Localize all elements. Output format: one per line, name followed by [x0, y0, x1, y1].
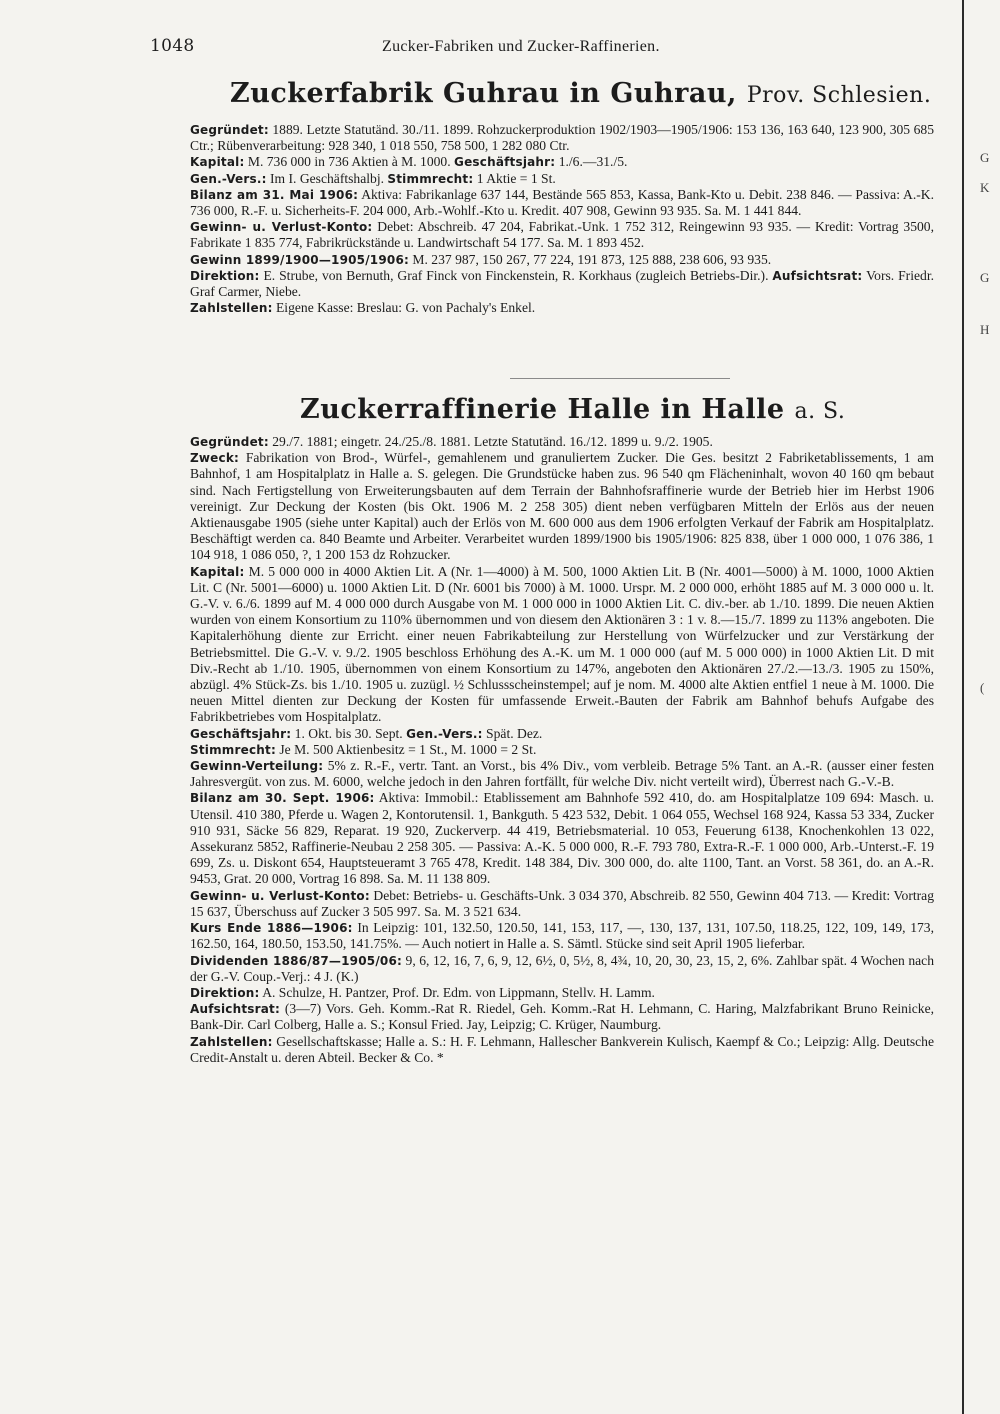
field-text: Debet: Betriebs- u. Geschäfts-Unk. 3 034 370, Abschreib. 82 550, Gewinn 404 713. — Kredit: Vortrag 15 637, Überschuss auf Zucker 3 505 997. Sa. M. 3 521 634. — [190, 887, 934, 919]
paragraph — [156, 450, 934, 563]
paragraph — [156, 920, 934, 952]
field-label: Direktion: — [190, 268, 260, 283]
field-text: 1889. Letzte Statutänd. 30./11. 1899. Rohzuckerproduktion 1902/1903—1905/1906: 153 136, 163 640, 123 900, 305 685 Ctr.; Rübenverarbeitung: 928 340, 1 018 550, 758 500, 1 282 080 Ctr. — [190, 122, 934, 154]
field-text: M. 736 000 in 736 Aktien à M. 1000. — [244, 154, 455, 170]
section-divider — [510, 378, 730, 379]
page-number: 1048 — [150, 36, 195, 56]
field-label: Kapital: — [190, 564, 245, 579]
paragraph — [156, 219, 934, 251]
field-text: E. Strube, von Bernuth, Graf Finck von Finckenstein, R. Korkhaus (zugleich Betriebs-Dir.). — [259, 267, 773, 283]
paragraph — [156, 434, 934, 450]
entry1-title — [230, 78, 931, 109]
field-label: Bilanz am 30. Sept. 1906: — [190, 791, 375, 806]
field-text: M. 237 987, 150 267, 77 224, 191 873, 125 888, 238 606, 93 935. — [409, 251, 772, 267]
paragraph — [156, 268, 934, 300]
paragraph — [156, 758, 934, 790]
field-text: In Leipzig: 101, 132.50, 120.50, 141, 153, 117, —, 130, 137, 131, 107.50, 118.25, 122, 109, 149, 173, 162.50, 164, 180.50, 153.50, 141.75%. — Auch notiert in Halle a. S. Sämtl. Stücke sind seit April 1905 lieferbar. — [190, 920, 934, 952]
field-label: Aufsichtsrat: — [772, 268, 863, 283]
field-label: Gen.-Vers.: — [406, 726, 483, 741]
field-text: 1./6.—31./5. — [555, 154, 628, 170]
field-label: Aufsichtsrat: — [190, 1002, 280, 1017]
field-text: Aktiva: Fabrikanlage 637 144, Bestände 565 853, Kassa, Bank-Kto u. Debit. 238 846. — Passiva: A.-K. 736 000, R.-F. u. Sicherheits-F. 204 000, Arb.-Wohlf.-Kto u. Kredit. 407 908, Gewinn 93 935. Sa. M. 1 441 844. — [190, 186, 934, 219]
field-label: Zahlstellen: — [190, 301, 273, 316]
field-label: Kurs Ende 1886—1906: — [190, 921, 353, 936]
field-text: M. 5 000 000 in 4000 Aktien Lit. A (Nr. 1—4000) à M. 500, 1000 Aktien Lit. B (Nr. 4001—5000) à M. 1000, 1000 Aktien Lit. C (Nr. 5001—6000) u. 1000 Aktien Lit. D (Nr. 6001 bis 7000) à M. 1000. Urspr. M. 2 000 000, erhöht 1885 auf M. 3 000 000 u. lt. G.-V. v. 6./6. 1899 auf M. 4 000 000 durch Ausgabe von M. 1 000 000 in 1000 Aktien Lit. C. div.-ber. ab 1./10. 1899. Die neuen Aktien wurden von einem Konsortium zu 110% übernommen und von diesem den Aktionären 3 : 1 v. 8.—15./7. 1899 zu 113% angeboten. Die Kapitalerhöhung diente zur Erricht. einer neuen Fabrikabteilung zur Herstellung von Würfelzucker und zur Verstärkung der Betriebsmittel. Die G.-V. v. 9./2. 1905 beschloss Erhöhung des A.-K. um M. 1 000 000 (auf M. 5 000 000) in 1000 Aktien Lit. D mit Div.-Recht ab 1./10. 1905, übernommen von einem Konsortium zu 147%, angeboten den Aktionären 27./2.—13./3. 1905 zu 150%, abzügl. 4% Stück-Zs. bis 1./10. 1905 u. zuzügl. ½ Schlussscheinstempel; auf je nom. M. 4000 alte Aktien entfiel 1 neue à M. 1000. Die neuen Mittel dienten zur Deckung der Kosten für umfassende Erweit.-Bauten der Fabrik am Bahnhof behufs Aufgabe des Fabrikbetriebes vom Hospitalplatz. — [190, 563, 934, 725]
paragraph — [156, 1034, 934, 1066]
margin-letter: ( — [980, 680, 985, 695]
entry1-title-main: Zuckerfabrik Guhrau in Guhrau, — [230, 78, 737, 109]
entry2-title — [300, 394, 845, 425]
field-text: Gesellschaftskasse; Halle a. S.: H. F. Lehmann, Hallescher Bankverein Kulisch, Kaempf & Co.; Leipzig: Allg. Deutsche Credit-Anstalt u. deren Abteil. Becker & Co. * — [190, 1033, 934, 1065]
field-text: 1. Okt. bis 30. Sept. — [291, 725, 407, 741]
page-edge — [962, 0, 964, 1414]
field-label: Geschäftsjahr: — [454, 155, 556, 170]
field-label: Kapital: — [190, 155, 245, 170]
paragraph — [156, 790, 934, 887]
field-label: Bilanz am 31. Mai 1906: — [190, 187, 359, 202]
field-text: Aktiva: Immobil.: Etablissement am Bahnhofe 592 410, do. am Hospitalplatze 109 694: Masch. u. Utensil. 410 380, Pferde u. Wagen 2, Kontorutensil. 1, Bankguth. 5 423 532, Debit. 1 064 055, Wechsel 168 924, Kassa 53 334, Zucker 910 931, Säcke 56 829, Reparat. 19 920, Zuckerverp. 44 419, Betriebsmaterial. 10 053, Feuerung 6138, Knochenkohlen 13 022, Assekuranz 5852, Raffinerie-Neubau 2 258 305. — Passiva: A.-K. 5 000 000, R.-F. 793 780, Extra-R.-F. 1 000 000, Arb.-Unterst.-F. 19 699, Zs. u. Diskont 654, Hauptsteueramt 3 765 478, Kredit. 148 384, Div. 300 000, do. alte 1100, Tant. an Vorst. 58 361, do. an A.-R. 9453, Grat. 20 000, Vortrag 16 898. Sa. M. 11 138 809. — [190, 790, 934, 887]
field-label: Gegründet: — [190, 123, 269, 137]
margin-letter: G — [980, 270, 990, 285]
entry2-body — [156, 434, 934, 1324]
field-text: Vors. Friedr. Graf Carmer, Niebe. — [190, 267, 934, 300]
field-text: Im I. Geschäftshalbj. — [266, 170, 388, 186]
field-text: Debet: Abschreib. 47 204, Fabrikat.-Unk. 1 752 312, Reingewinn 93 935. — Kredit: Vortrag 3500, Fabrikate 1 835 774, Fabrikrückstände u. Landwirtschaft 54 177. Sa. M. 1 893 452. — [190, 219, 934, 251]
field-label: Gewinn 1899/1900—1905/1906: — [190, 252, 410, 267]
field-text: Fabrikation von Brod-, Würfel-, gemahlenem und granuliertem Zucker. Die Ges. besitzt 2 Fabriketablissements, 1 am Bahnhof, 1 am Hospitalplatz in Halle a. S. gelegen. Die Grundstücke haben zus. 96 540 qm Flächeninhalt, wovon 40 160 qm bebaut sind. Nach Fertigstellung von Erweiterungsbauten auf dem Terrain der Bahnhofsraffinerie wurde der Betrieb hier im Herbst 1906 vereinigt. Zur Deckung der Kosten (bis Okt. 1906 M. 2 258 305) dient neben verfügbaren Mitteln der Erlös aus der neuen Aktienausgabe 1905 (siehe unter Kapital) auch der Erlös von M. 600 000 aus dem 1906 erfolgten Verkauf der Fabrik am Hospitalplatz. Beschäftigt werden ca. 840 Beamte und Arbeiter. Verarbeitet wurden 1899/1900 bis 1905/1906: 825 838, über 1 000 000, 1 076 386, 1 104 918, 1 086 050, ?, 1 200 153 dz Rohzucker. — [190, 450, 934, 563]
field-text: 29./7. 1881; eingetr. 24./25./8. 1881. Letzte Statutänd. 16./12. 1899 u. 9./2. 1905. — [268, 434, 713, 449]
field-label: Gewinn-Verteilung: — [190, 759, 324, 774]
paragraph — [156, 726, 934, 742]
margin-letter: K — [980, 180, 990, 195]
field-label: Stimmrecht: — [387, 171, 474, 186]
entry2-title-sub: a. S. — [794, 399, 846, 424]
margin-letter: G — [980, 150, 990, 165]
field-text: 1 Aktie = 1 St. — [473, 170, 556, 186]
field-label: Gegründet: — [190, 435, 269, 449]
field-label: Gewinn- u. Verlust-Konto: — [190, 888, 370, 903]
margin-letter: H — [980, 322, 990, 337]
entry2-title-main: Zuckerraffinerie Halle in Halle — [300, 394, 785, 425]
field-label: Stimmrecht: — [190, 742, 276, 757]
paragraph — [156, 742, 934, 758]
field-text: Eigene Kasse: Breslau: G. von Pachaly's Enkel. — [272, 300, 536, 316]
paragraph — [156, 985, 934, 1001]
paragraph — [156, 953, 934, 985]
paragraph — [156, 252, 934, 268]
paragraph — [156, 154, 934, 170]
running-title: Zucker-Fabriken und Zucker-Raffinerien. — [382, 38, 660, 55]
paragraph — [156, 122, 934, 154]
paragraph — [156, 187, 934, 219]
paragraph — [156, 888, 934, 920]
paragraph — [156, 1001, 934, 1033]
paragraph — [156, 300, 934, 316]
field-text: 9, 6, 12, 16, 7, 6, 9, 12, 6½, 0, 5½, 8, 4¾, 10, 20, 30, 23, 15, 2, 6%. Zahlbar spät. 4 Wochen nach der G.-V. Coup.-Verj.: 4 J. (K.) — [190, 952, 934, 984]
field-label: Gen.-Vers.: — [190, 171, 267, 186]
entry1-body — [156, 122, 934, 370]
field-text: A. Schulze, H. Pantzer, Prof. Dr. Edm. von Lippmann, Stellv. H. Lamm. — [259, 984, 655, 1000]
field-label: Gewinn- u. Verlust-Konto: — [190, 220, 373, 235]
field-text: Je M. 500 Aktienbesitz = 1 St., M. 1000 = 2 St. — [275, 741, 537, 757]
field-label: Direktion: — [190, 985, 260, 1000]
entry1-title-sub: Prov. Schlesien. — [746, 83, 932, 108]
field-label: Zweck: — [190, 451, 240, 466]
field-label: Zahlstellen: — [190, 1034, 273, 1049]
field-text: 5% z. R.-F., vertr. Tant. an Vorst., bis 4% Div., vom verbleib. Betrage 5% Tant. an A.-R. (ausser einer festen Jahresvergüt. von zus. M. 6000, welche jedoch in den Jahren fortfällt, für welche Div. nicht verteilt wird), Überrest nach G.-V.-B. — [190, 758, 934, 790]
field-text: Spät. Dez. — [482, 725, 543, 741]
field-label: Dividenden 1886/87—1905/06: — [190, 953, 403, 968]
paragraph — [156, 564, 934, 726]
field-text: (3—7) Vors. Geh. Komm.-Rat R. Riedel, Geh. Komm.-Rat H. Lehmann, C. Haring, Malzfabrikant Bruno Reinicke, Bank-Dir. Carl Colberg, Halle a. S.; Konsul Fried. Jay, Leipzig; C. Krüger, Naumburg. — [190, 1001, 934, 1033]
field-label: Geschäftsjahr: — [190, 726, 292, 741]
paragraph — [156, 171, 934, 187]
